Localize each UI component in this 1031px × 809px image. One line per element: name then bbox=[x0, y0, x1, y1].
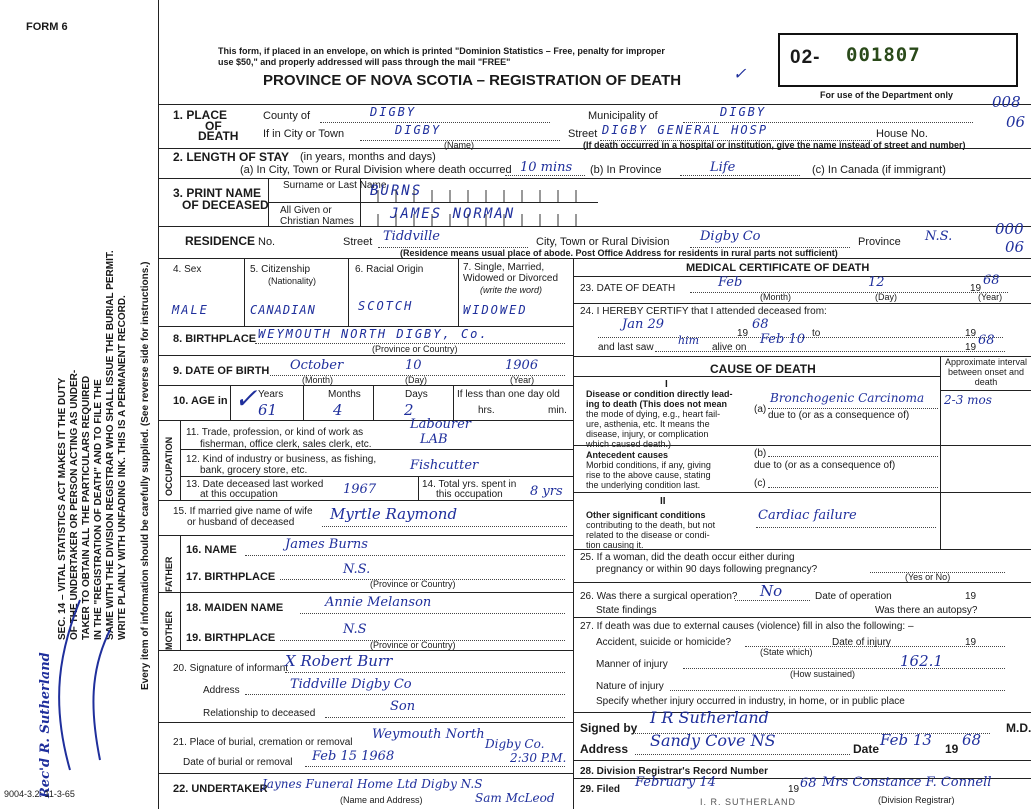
rule-476 bbox=[180, 476, 573, 477]
marital-label: 7. Single, Married, Widowed or Divorced bbox=[463, 262, 559, 284]
wife-label-2: or husband of deceased bbox=[187, 517, 295, 528]
rule-650 bbox=[158, 650, 573, 651]
age-years: 61 bbox=[258, 401, 278, 419]
reg-stamp: I. R. SUTHERLAND bbox=[700, 797, 797, 807]
rule-r276 bbox=[573, 276, 1031, 277]
certify-from: Jan 29 bbox=[622, 317, 665, 332]
burial-place: Weymouth North bbox=[372, 727, 485, 742]
cause-dis-4: ure, asthenia, etc. It means the bbox=[586, 419, 710, 429]
birthplace-sub: (Province or Country) bbox=[372, 344, 458, 354]
cause-other-line bbox=[756, 527, 936, 528]
citizenship-label: 5. Citizenship bbox=[250, 264, 311, 275]
medical-header: MEDICAL CERTIFICATE OF DEATH bbox=[686, 262, 870, 274]
dod-label: 23. DATE OF DEATH bbox=[580, 283, 676, 294]
col-6-7 bbox=[458, 258, 459, 326]
age-min: min. bbox=[548, 405, 567, 416]
side-text-1: SEC. 14 – VITAL STATISTICS ACT MAKES IT THE DUTY bbox=[57, 377, 68, 640]
rule-r445 bbox=[573, 445, 1031, 446]
side-scribble bbox=[20, 590, 140, 780]
residence-code-2: 06 bbox=[1005, 238, 1025, 256]
occ-11a: 11. Trade, profession, or kind of work as bbox=[186, 427, 364, 438]
residence-city-label: City, Town or Rural Division bbox=[536, 236, 670, 248]
municipality-label: Municipality of bbox=[588, 110, 658, 122]
cause-dis-3: the mode of dying, e.g., heart fail- bbox=[586, 409, 721, 419]
stay-c-label: (c) In Canada (if immigrant) bbox=[812, 164, 946, 176]
form-number: FORM 6 bbox=[26, 21, 68, 33]
cause-other-value: Cardiac failure bbox=[758, 508, 857, 523]
burial-time: 2:30 P.M. bbox=[510, 751, 567, 765]
age-label: 10. AGE in bbox=[173, 395, 228, 407]
signed-md: M.D. bbox=[1006, 721, 1031, 735]
reg-registrar: Mrs Constance F. Connell bbox=[822, 775, 992, 790]
age-months: 4 bbox=[333, 401, 343, 419]
marital-value: WIDOWED bbox=[463, 303, 528, 317]
race-label: 6. Racial Origin bbox=[355, 264, 424, 275]
occ-13-14-divider bbox=[418, 476, 419, 500]
occ-13-value: 1967 bbox=[343, 482, 377, 497]
cause-dis-5: disease, injury, or complication bbox=[586, 429, 709, 439]
residence-label: RESIDENCE bbox=[185, 234, 256, 248]
side-text-7: Every item of information should be carefully supplied. (See reverse side for instructions.) bbox=[140, 261, 151, 690]
residence-street-value: Tiddville bbox=[383, 229, 440, 244]
age-days: 2 bbox=[404, 401, 414, 419]
cause-ant-2: Morbid conditions, if any, giving bbox=[586, 460, 711, 470]
q27-state: (State which) bbox=[760, 647, 813, 657]
burial-date-label: Date of burial or removal bbox=[183, 757, 293, 768]
surname-label: Surname or Last Name bbox=[283, 180, 387, 191]
citizenship-value: CANADIAN bbox=[250, 303, 316, 317]
age-col-0 bbox=[230, 385, 231, 420]
dept-use-label: For use of the Department only bbox=[820, 90, 954, 100]
signed-label: Signed by bbox=[580, 721, 638, 735]
interval-divider bbox=[940, 356, 941, 549]
cause-ant-3: rise to the above cause, stating bbox=[586, 470, 711, 480]
q26-value: No bbox=[760, 582, 783, 600]
occ-14a: 14. Total yrs. spent in bbox=[422, 479, 517, 490]
county-label: County of bbox=[263, 110, 311, 122]
stay-b-line bbox=[680, 175, 800, 176]
cause-c-label: (c) bbox=[754, 478, 766, 489]
burial-place-2: Digby Co. bbox=[485, 737, 545, 751]
name-label-1: 3. PRINT NAME bbox=[173, 186, 262, 200]
center-divider bbox=[573, 258, 574, 809]
undertaker-signature: Sam McLeod bbox=[475, 791, 555, 805]
address-label: Address bbox=[580, 742, 629, 756]
rule-148 bbox=[158, 148, 1031, 149]
rule-535 bbox=[158, 535, 573, 536]
rule-r617 bbox=[573, 617, 1031, 618]
signed-year-prefix: 19 bbox=[945, 742, 959, 756]
last-saw-scribble: him bbox=[678, 334, 700, 347]
county-value: DIGBY bbox=[370, 105, 417, 119]
informant-addr-line bbox=[245, 694, 565, 695]
informant-signature: X Robert Burr bbox=[285, 652, 393, 670]
age-check: ✓ bbox=[234, 382, 258, 415]
birthplace-label: 8. BIRTHPLACE bbox=[173, 333, 257, 345]
city-label: If in City or Town bbox=[263, 128, 345, 140]
rule-226 bbox=[158, 226, 1031, 227]
cause-dis-2: ing to death (This does not mean bbox=[586, 399, 728, 409]
q27-manner: Manner of injury bbox=[596, 659, 668, 670]
cause-due-2: due to (or as a consequence of) bbox=[754, 460, 896, 471]
bottom-code: 9004-3.2: 11-3-65 bbox=[4, 789, 75, 799]
street-value: DIGBY GENERAL HOSP bbox=[602, 123, 769, 137]
stay-b-label: (b) In Province bbox=[590, 164, 662, 176]
dod-month: Feb bbox=[718, 275, 743, 290]
alive-on-label: alive on bbox=[712, 342, 747, 353]
place-death: DEATH bbox=[198, 129, 239, 143]
informant-sig-label: 20. Signature of informant bbox=[173, 663, 289, 674]
burial-place-label: 21. Place of burial, cremation or removal bbox=[173, 737, 353, 748]
signed-year: 68 bbox=[962, 731, 982, 749]
age-months-label: Months bbox=[328, 389, 361, 400]
residence-note: (Residence means usual place of abode. Post Office Address for residents in rural parts not sufficient) bbox=[400, 248, 838, 258]
undertaker-value: Jaynes Funeral Home Ltd Digby N.S bbox=[262, 777, 483, 791]
rule-r549 bbox=[573, 549, 1031, 550]
q27-nature-line bbox=[670, 690, 1005, 691]
cause-oth-2: contributing to the death, but not bbox=[586, 520, 716, 530]
place-note: (If death occurred in a hospital or institution, give the name instead of street and number) bbox=[583, 140, 966, 150]
city-value: DIGBY bbox=[395, 123, 442, 137]
occ-11b: fisherman, office clerk, sales clerk, etc. bbox=[200, 439, 372, 450]
cause-due-1: due to (or as a consequence of) bbox=[768, 410, 910, 421]
q25-line-2: pregnancy or within 90 days following pregnancy? bbox=[596, 564, 818, 575]
cause-a-line bbox=[768, 408, 938, 409]
wife-label-1: 15. If married give name of wife bbox=[173, 506, 313, 517]
stay-a-value: 10 mins bbox=[520, 160, 573, 175]
cause-oth-3: related to the disease or condi- bbox=[586, 530, 710, 540]
informant-sig-line bbox=[285, 672, 565, 673]
surname-value: BURNS bbox=[370, 183, 423, 199]
q26-date-label: Date of operation bbox=[815, 591, 892, 602]
mother-name-label: 18. MAIDEN NAME bbox=[186, 602, 284, 614]
cause-a-value: Bronchogenic Carcinoma bbox=[770, 391, 925, 405]
mother-name-line bbox=[300, 613, 565, 614]
certify-label: 24. I HEREBY CERTIFY that I attended deceased from: bbox=[580, 306, 827, 317]
father-name: James Burns bbox=[285, 537, 368, 552]
given-label: All Given or Christian Names bbox=[280, 205, 354, 227]
q25-line-1: 25. If a woman, did the death occur either during bbox=[580, 552, 795, 563]
stay-label: 2. LENGTH OF STAY bbox=[173, 150, 290, 164]
name-label-2: OF DECEASED bbox=[182, 198, 269, 212]
occ-11-value-a: Labourer bbox=[410, 417, 472, 432]
col-5-6 bbox=[348, 258, 349, 326]
occ-12-value: Fishcutter bbox=[410, 458, 479, 473]
informant-relationship: Son bbox=[390, 699, 416, 714]
dod-line bbox=[690, 292, 1008, 293]
occ-13a: 13. Date deceased last worked bbox=[186, 479, 324, 490]
rule-r303 bbox=[573, 303, 1031, 304]
father-bp-sub: (Province or Country) bbox=[370, 579, 456, 589]
certify-to-year: 19 bbox=[965, 328, 977, 339]
age-col-3 bbox=[453, 385, 454, 420]
residence-province-value: N.S. bbox=[925, 229, 953, 244]
last-year: 68 bbox=[978, 333, 995, 348]
q27-year: 19 bbox=[965, 637, 977, 648]
informant-rel-line bbox=[325, 717, 565, 718]
cause-dis-1: Disease or condition directly lead- bbox=[586, 389, 733, 399]
father-birthplace: N.S. bbox=[343, 562, 371, 577]
address-line bbox=[635, 754, 850, 755]
rule-449 bbox=[180, 449, 573, 450]
race-value: SCOTCH bbox=[358, 299, 414, 313]
occ-14b: this occupation bbox=[436, 489, 503, 500]
age-days-label: Days bbox=[405, 389, 428, 400]
q26-findings: State findings bbox=[596, 605, 657, 616]
name-letter-boxes bbox=[360, 178, 600, 226]
envelope-note-1: This form, if placed in an envelope, on which is printed "Dominion Statistics – Free, penalty for improper bbox=[218, 46, 665, 56]
residence-code-1: 000 bbox=[995, 220, 1024, 238]
residence-street-label: Street bbox=[343, 236, 373, 248]
house-label: House No. bbox=[876, 128, 928, 140]
rule-104 bbox=[158, 104, 1031, 105]
rule-r390 bbox=[940, 390, 1031, 391]
cause-a-label: (a) bbox=[754, 404, 767, 415]
last-year-prefix: 19 bbox=[965, 342, 977, 353]
cause-ant-1: Antecedent causes bbox=[586, 450, 669, 460]
undertaker-sub: (Name and Address) bbox=[340, 795, 423, 805]
mother-bp-sub: (Province or Country) bbox=[370, 640, 456, 650]
dob-month: October bbox=[290, 358, 344, 373]
rule-385 bbox=[158, 385, 573, 386]
birthplace-value: WEYMOUTH NORTH DIGBY, Co. bbox=[258, 327, 489, 341]
q26-line bbox=[735, 600, 810, 601]
registration-prefix: 02- bbox=[790, 47, 821, 68]
certify-from-year: 68 bbox=[752, 317, 769, 332]
cause-oth-4: tion causing it. bbox=[586, 540, 644, 550]
mother-birthplace: N.S bbox=[343, 622, 367, 637]
reg-28-label: 28. Division Registrar's Record Number bbox=[580, 766, 768, 777]
q27-nature: Nature of injury bbox=[596, 681, 664, 692]
dod-day: 12 bbox=[868, 275, 885, 290]
cause-I: I bbox=[665, 379, 668, 390]
reg-year: 68 bbox=[800, 776, 817, 791]
registration-number: 001807 bbox=[846, 44, 921, 66]
burial-date: Feb 15 1968 bbox=[312, 749, 395, 764]
age-col-1 bbox=[303, 385, 304, 420]
father-side-label: FATHER bbox=[164, 556, 174, 592]
place-code-1: 008 bbox=[992, 93, 1021, 111]
rule-500 bbox=[158, 500, 573, 501]
last-saw-date: Feb 10 bbox=[760, 332, 805, 347]
age-col-2 bbox=[373, 385, 374, 420]
age-hrs: hrs. bbox=[478, 405, 495, 416]
rule-773 bbox=[158, 773, 573, 774]
cause-b-label: (b) bbox=[754, 448, 767, 459]
dod-year: 68 bbox=[983, 273, 1000, 288]
sex-label: 4. Sex bbox=[173, 264, 202, 275]
informant-rel-label: Relationship to deceased bbox=[203, 708, 316, 719]
rule-r376 bbox=[573, 376, 940, 377]
father-name-label: 16. NAME bbox=[186, 544, 237, 556]
form-title: PROVINCE OF NOVA SCOTIA – REGISTRATION OF DEATH bbox=[263, 72, 682, 89]
side-text-6: WRITE PLAINLY WITH UNFADING INK. THIS IS A PERMANENT RECORD. bbox=[117, 295, 128, 640]
side-signature: Rec'd R. Sutherland bbox=[38, 652, 53, 798]
reg-registrar-sub: (Division Registrar) bbox=[878, 795, 955, 805]
dod-year-sub: (Year) bbox=[978, 292, 1003, 302]
cause-dis-6: which caused death.) bbox=[586, 439, 672, 449]
rule-722 bbox=[158, 722, 573, 723]
mother-side-label: MOTHER bbox=[164, 611, 174, 650]
dob-day: 10 bbox=[405, 358, 422, 373]
certify-from-year-prefix: 19 bbox=[737, 328, 749, 339]
reg-29-label: 29. Filed bbox=[580, 784, 621, 795]
dob-label: 9. DATE OF BIRTH bbox=[173, 365, 270, 377]
place-code-2: 06 bbox=[1006, 113, 1026, 131]
q27-label: 27. If death was due to external causes (violence) fill in also the following: – bbox=[580, 621, 914, 632]
col-4-5 bbox=[244, 258, 245, 326]
q25-sub: (Yes or No) bbox=[905, 572, 951, 582]
signed-signature: I R Sutherland bbox=[650, 708, 769, 727]
stay-a-label: (a) In City, Town or Rural Division where death occurred bbox=[240, 164, 512, 176]
rule-355 bbox=[158, 355, 573, 356]
father-name-line bbox=[245, 555, 565, 556]
q27-accident: Accident, suicide or homicide? bbox=[596, 637, 732, 648]
side-text-3: TAKER TO OBTAIN ALL THE PARTICULARS REQUIRED bbox=[81, 375, 92, 640]
reg-filed-date: February 14 bbox=[635, 775, 716, 790]
dob-month-sub: (Month) bbox=[302, 375, 334, 385]
dob-year-sub: (Year) bbox=[510, 375, 535, 385]
cause-interval-header: Approximate interval between onset and death bbox=[944, 357, 1028, 387]
burial-date-line bbox=[305, 766, 565, 767]
q26-autopsy: Was there an autopsy? bbox=[875, 605, 978, 616]
signed-date: Feb 13 bbox=[880, 731, 932, 749]
dod-day-sub: (Day) bbox=[875, 292, 897, 302]
given-value: JAMES NORMAN bbox=[390, 206, 516, 222]
city-name-sub: (Name) bbox=[444, 140, 475, 150]
rule-r582 bbox=[573, 582, 1031, 583]
cause-ant-4: the underlying condition last. bbox=[586, 480, 701, 490]
occupation-side-label: OCCUPATION bbox=[164, 436, 174, 496]
rule-r712 bbox=[573, 712, 1031, 713]
residence-city-value: Digby Co bbox=[700, 229, 761, 244]
undertaker-label: 22. UNDERTAKER bbox=[173, 783, 268, 795]
rule-r760 bbox=[573, 760, 1031, 761]
mother-name: Annie Melanson bbox=[325, 595, 432, 610]
dod-month-sub: (Month) bbox=[760, 292, 792, 302]
citizenship-sub: (Nationality) bbox=[268, 276, 317, 286]
reg-year-prefix: 19 bbox=[788, 784, 800, 795]
side-text-4: IN THE "REGISTRATION OF DEATH" AND TO FILE THE bbox=[93, 379, 104, 640]
rule-592 bbox=[158, 592, 573, 593]
signed-address: Sandy Cove NS bbox=[650, 731, 776, 750]
cause-a-interval: 2-3 mos bbox=[944, 393, 992, 407]
q27-sustained: (How sustained) bbox=[790, 669, 856, 679]
occ-side-divider bbox=[180, 420, 181, 500]
q26-year: 19 bbox=[965, 591, 977, 602]
informant-address-label: Address bbox=[203, 685, 240, 696]
sex-value: MALE bbox=[172, 303, 209, 317]
place-label: 1. PLACE bbox=[173, 108, 228, 122]
rule-r492 bbox=[573, 492, 1031, 493]
left-border bbox=[158, 0, 159, 809]
age-years-label: Years bbox=[258, 389, 284, 400]
wife-value: Myrtle Raymond bbox=[330, 505, 458, 523]
q27-specify: Specify whether injury occurred in industry, in home, or in public place bbox=[596, 696, 905, 707]
municipality-value: DIGBY bbox=[720, 105, 767, 119]
place-of: OF bbox=[205, 119, 222, 133]
registration-number-box bbox=[778, 33, 1018, 87]
stay-label-sub: (in years, months and days) bbox=[300, 151, 436, 163]
father-birthplace-label: 17. BIRTHPLACE bbox=[186, 571, 276, 583]
occ-11-value-b: LAB bbox=[420, 432, 448, 447]
informant-address: Tiddville Digby Co bbox=[290, 677, 412, 692]
check-mark: ✓ bbox=[733, 64, 747, 83]
dob-year: 1906 bbox=[505, 358, 539, 373]
envelope-note-2: use $50," and properly addressed will pass through the mail "FREE" bbox=[218, 57, 511, 67]
cause-oth-1: Other significant conditions bbox=[586, 510, 706, 520]
occ-14-value: 8 yrs bbox=[530, 484, 563, 499]
cause-II: II bbox=[660, 496, 666, 507]
stay-a-line bbox=[505, 175, 585, 176]
last-saw-line bbox=[655, 351, 1005, 352]
rule-258 bbox=[158, 258, 1031, 259]
q27-code: 162.1 bbox=[900, 652, 943, 670]
rule-420 bbox=[158, 420, 573, 421]
wife-line bbox=[322, 526, 567, 527]
dod-year-prefix: 19 bbox=[970, 283, 982, 294]
occ-13b: at this occupation bbox=[200, 489, 278, 500]
side-text-2: OF THE UNDERTAKER OR PERSON ACTING AS UNDER- bbox=[69, 369, 80, 640]
street-label: Street bbox=[568, 128, 598, 140]
dob-day-sub: (Day) bbox=[405, 375, 427, 385]
occ-12a: 12. Kind of industry or business, as fishing, bbox=[186, 454, 377, 465]
marital-sub: (write the word) bbox=[480, 285, 543, 295]
q26-label: 26. Was there a surgical operation? bbox=[580, 591, 738, 602]
q27-doi: Date of injury bbox=[832, 637, 891, 648]
residence-no-label: No. bbox=[258, 236, 276, 248]
certify-to: to bbox=[812, 328, 821, 339]
cause-b-line bbox=[768, 456, 938, 457]
age-lt-label: If less than one day old bbox=[457, 389, 560, 400]
residence-province-label: Province bbox=[858, 236, 901, 248]
cause-c-line bbox=[768, 487, 938, 488]
signed-date-label: Date bbox=[853, 742, 880, 756]
cause-header: CAUSE OF DEATH bbox=[710, 362, 816, 376]
last-saw-label: and last saw bbox=[598, 342, 654, 353]
side-text-5: SAME WITH THE DIVISION REGISTRAR WHO SHALL ISSUE THE BURIAL PERMIT. bbox=[105, 250, 116, 640]
occ-12b: bank, grocery store, etc. bbox=[200, 465, 308, 476]
stay-b-value: Life bbox=[710, 160, 736, 175]
mother-birthplace-label: 19. BIRTHPLACE bbox=[186, 632, 276, 644]
